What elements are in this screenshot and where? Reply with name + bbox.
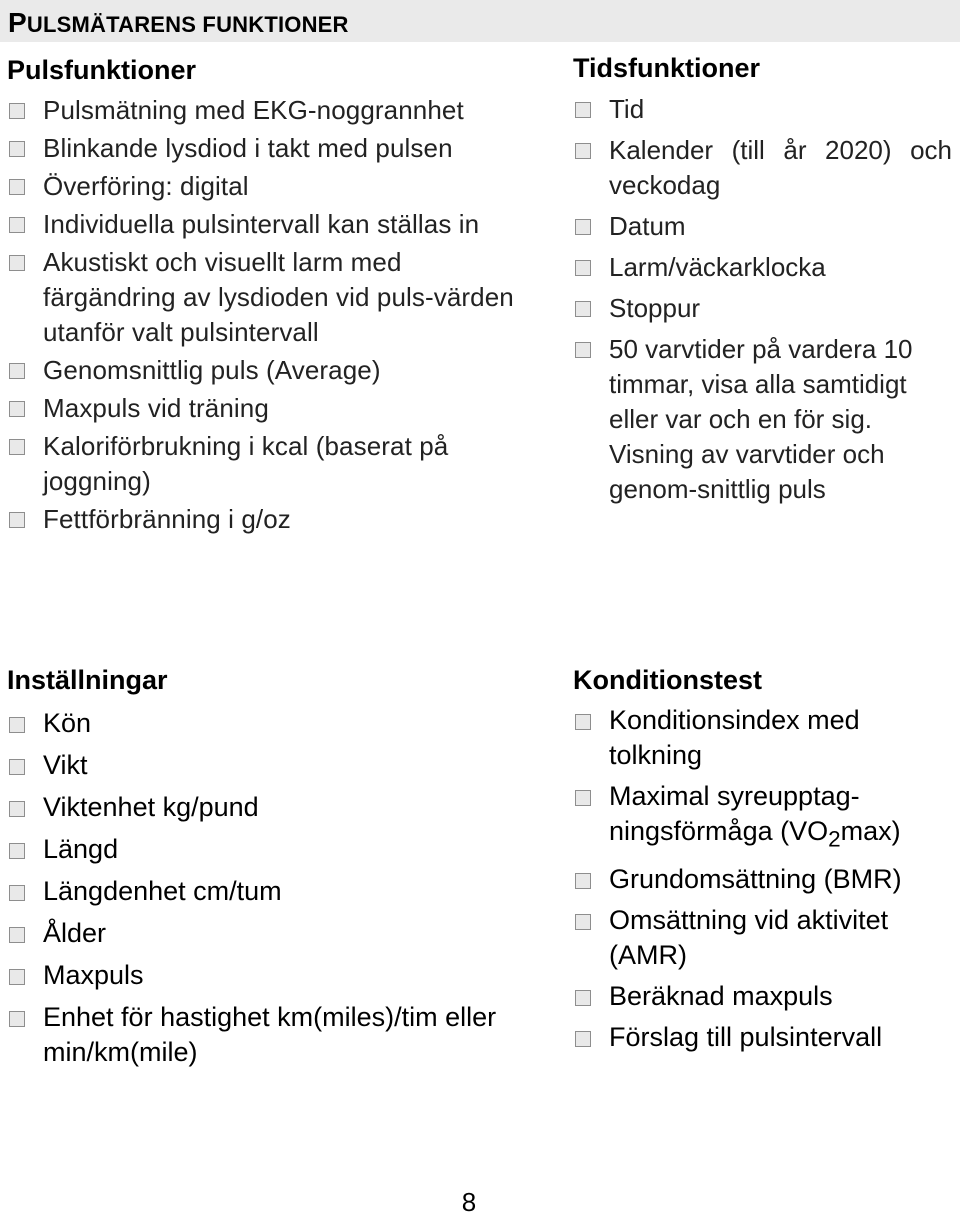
list-item-text: Blinkande lysdiod i takt med pulsen	[43, 133, 453, 163]
feature-list	[7, 706, 527, 1070]
list-item	[7, 916, 527, 951]
list-item	[573, 250, 958, 285]
list-item	[7, 1000, 527, 1070]
list-item	[7, 245, 527, 350]
list-item	[7, 874, 527, 909]
list-item-text: Genomsnittlig puls (Average)	[43, 355, 381, 385]
list-item	[573, 92, 958, 127]
list-item-text: Längd	[43, 834, 119, 864]
list-item	[7, 790, 527, 825]
list-item	[7, 131, 527, 166]
section-installningar	[7, 664, 527, 1077]
list-item-text: Kalender (till år 2020) och veckodag	[609, 135, 952, 200]
list-item-text: 50 varvtider på vardera 10 timmar, visa alla samtidigt eller var och en för sig. Visning av varvtider och genom-snittlig puls	[609, 334, 913, 504]
list-item	[7, 832, 527, 867]
list-item	[573, 291, 958, 326]
list-item	[7, 958, 527, 993]
list-item-text: Maxpuls	[43, 960, 144, 990]
list-item-text: Viktenhet kg/pund	[43, 792, 259, 822]
section-heading: Konditionstest	[573, 665, 762, 695]
list-item	[7, 391, 527, 426]
page-number: 8	[461, 1187, 477, 1217]
section-heading: Tidsfunktioner	[573, 53, 761, 83]
list-item-text: Stoppur	[609, 293, 701, 323]
section-konditionstest	[573, 664, 958, 1061]
page-title-rest: ULSMÄTARENS FUNKTIONER	[26, 12, 349, 37]
page-header	[0, 0, 960, 42]
section-pulsfunktioner	[7, 54, 527, 540]
list-item-text: Omsättning vid aktivitet (AMR)	[609, 905, 889, 971]
list-item	[7, 169, 527, 204]
section-tidsfunktioner	[573, 52, 958, 513]
list-item-text: Akustiskt och visuellt larm med färgändring av lysdioden vid puls-värden utanför valt pulsintervall	[43, 247, 514, 347]
list-item	[573, 209, 958, 244]
feature-list	[573, 92, 958, 507]
list-item-text: Tid	[609, 94, 645, 124]
list-item-text: Beräknad maxpuls	[609, 981, 833, 1012]
page-title	[8, 6, 349, 42]
list-item-text: Vikt	[43, 750, 88, 780]
page-title-initial: P	[8, 7, 27, 38]
list-item	[573, 133, 958, 203]
list-item-text: Grundomsättning (BMR)	[609, 864, 902, 895]
list-item-text	[609, 781, 901, 852]
list-item	[7, 748, 527, 783]
feature-list	[7, 93, 527, 537]
list-item	[7, 93, 527, 128]
list-item-text: Längdenhet cm/tum	[43, 876, 282, 906]
list-item-text: Konditionsindex med tolkning	[609, 705, 860, 770]
list-item-text: Pulsmätning med EKG-noggrannhet	[43, 95, 464, 125]
list-item	[573, 332, 958, 507]
list-item-text: Kön	[43, 708, 92, 738]
subscript: 2	[828, 826, 841, 852]
list-item	[7, 207, 527, 242]
list-item-text: Maxpuls vid träning	[43, 393, 269, 423]
list-item	[7, 706, 527, 741]
list-item-text: Förslag till pulsintervall	[609, 1022, 883, 1053]
list-item	[573, 1020, 958, 1055]
list-item-text: Ålder	[43, 918, 107, 948]
feature-list	[573, 703, 958, 1055]
list-item-text: Larm/väckarklocka	[609, 252, 826, 282]
list-item	[7, 353, 527, 388]
list-item	[7, 429, 527, 499]
list-item-text: Fettförbränning i g/oz	[43, 504, 291, 534]
list-item-text-part: Maximal syreupptag-ningsförmåga (VO	[609, 781, 860, 846]
list-item	[573, 862, 958, 897]
list-item	[573, 903, 958, 973]
list-item	[573, 979, 958, 1014]
list-item-text: Enhet för hastighet km(miles)/tim eller min/km(mile)	[43, 1002, 497, 1067]
list-item-text-part: max)	[840, 816, 901, 846]
list-item	[573, 779, 958, 856]
section-heading: Pulsfunktioner	[7, 55, 197, 85]
list-item-text: Individuella pulsintervall kan ställas in	[43, 209, 480, 239]
list-item	[573, 703, 958, 773]
list-item	[7, 502, 527, 537]
list-item-text: Överföring: digital	[43, 171, 249, 201]
list-item-text: Kaloriförbrukning i kcal (baserat på joggning)	[43, 431, 449, 496]
list-item-text: Datum	[609, 211, 686, 241]
section-heading: Inställningar	[7, 665, 168, 695]
